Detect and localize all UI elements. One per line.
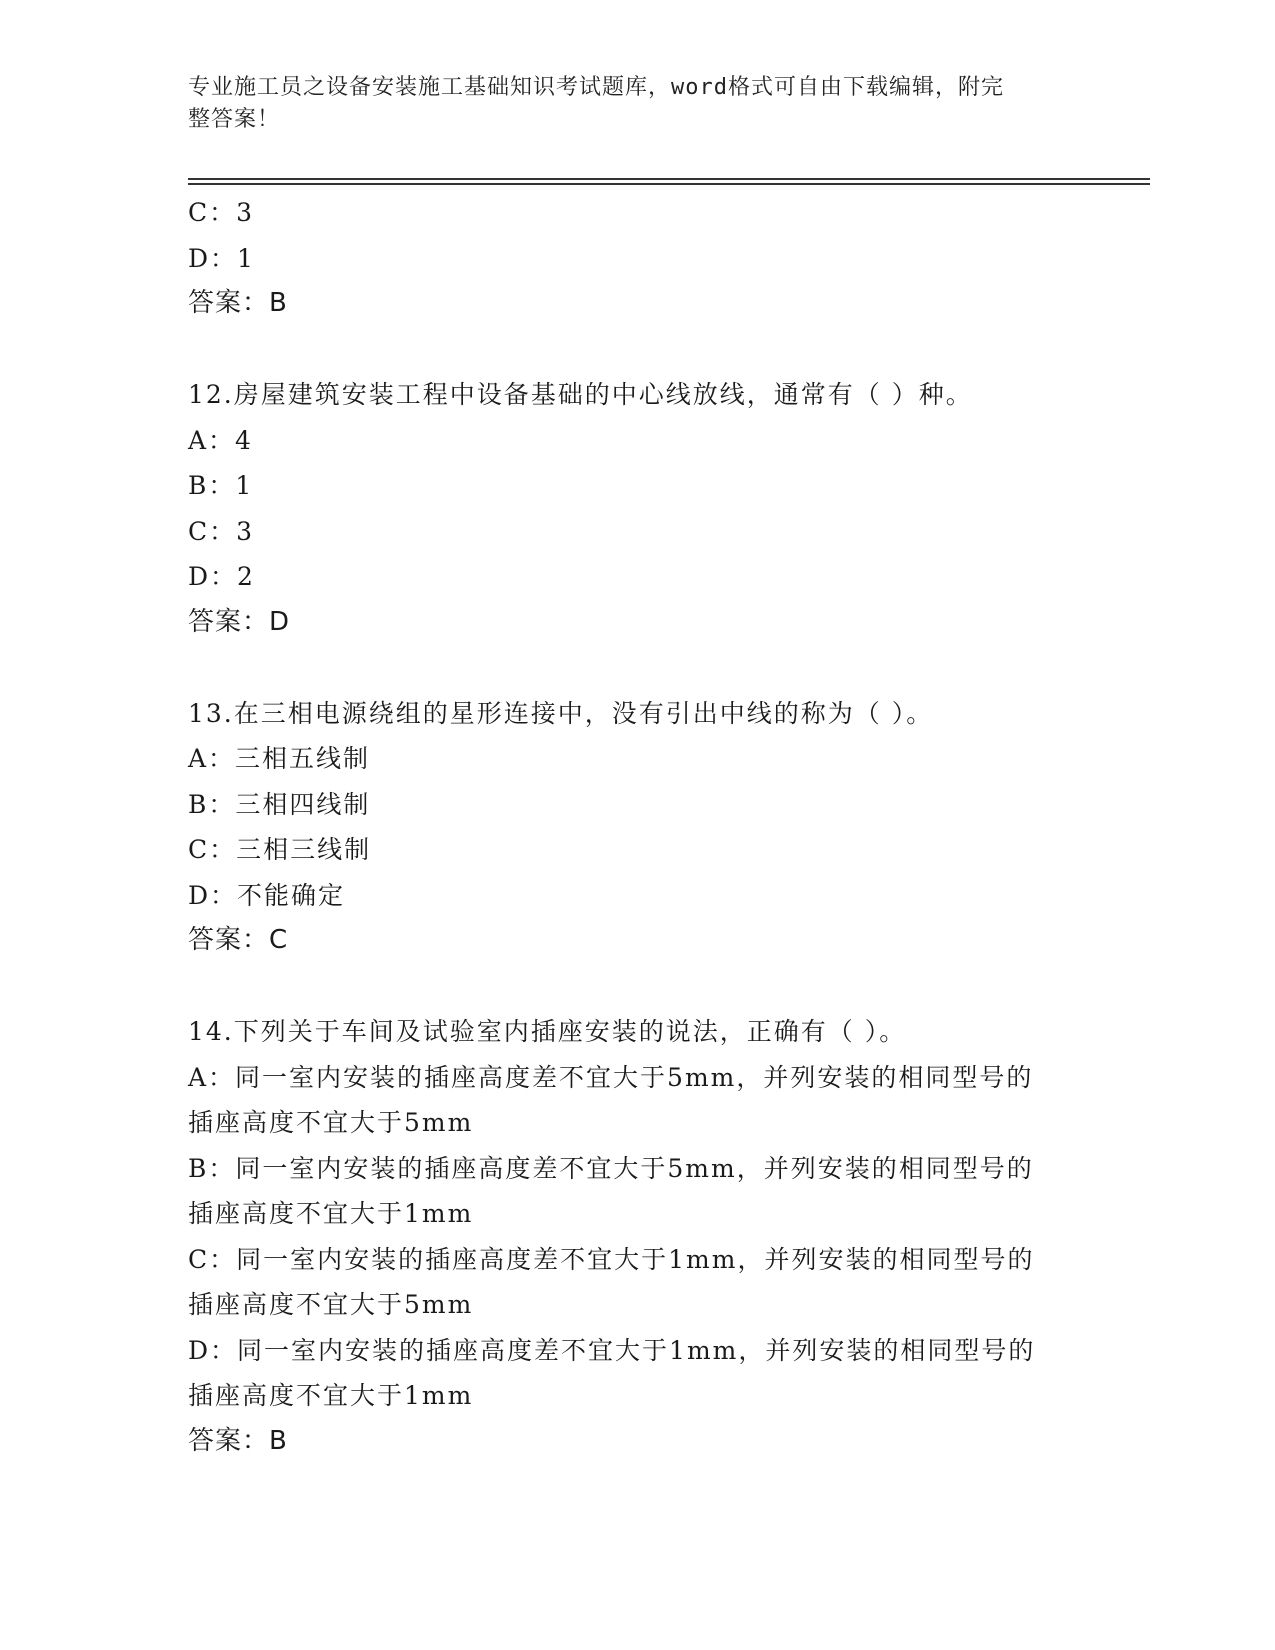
option-d-continued: 插座高度不宜大于1mm bbox=[188, 1381, 474, 1410]
question-list bbox=[188, 190, 1088, 1464]
option-a: A：三相五线制 bbox=[188, 744, 371, 773]
header-line-1: 专业施工员之设备安装施工基础知识考试题库，word格式可自由下载编辑，附完 bbox=[188, 75, 1004, 100]
header-divider-top bbox=[188, 178, 1150, 180]
question-stem: 14.下列关于车间及试验室内插座安装的说法，正确有（ ）。 bbox=[188, 1017, 907, 1046]
question-stem: 12.房屋建筑安装工程中设备基础的中心线放线，通常有（ ）种。 bbox=[188, 380, 973, 409]
question-stem: 13.在三相电源绕组的星形连接中，没有引出中线的称为（ ）。 bbox=[188, 698, 934, 728]
question-block-14 bbox=[188, 1009, 1088, 1464]
answer-label: 答案：C bbox=[188, 925, 289, 955]
option-c: C：3 bbox=[188, 198, 255, 227]
option-c: C：3 bbox=[188, 516, 255, 546]
option-d: D：1 bbox=[188, 243, 255, 273]
question-block-12 bbox=[188, 372, 1088, 645]
answer-label: 答案：D bbox=[188, 606, 291, 637]
option-c-continued: 插座高度不宜大于5mm bbox=[188, 1290, 474, 1319]
option-c: C：同一室内安装的插座高度差不宜大于1mm，并列安装的相同型号的 bbox=[188, 1244, 1035, 1274]
header-divider-bottom bbox=[188, 183, 1150, 185]
question-block-prev bbox=[188, 190, 1088, 327]
option-b: B：1 bbox=[188, 471, 254, 500]
answer-label: 答案：B bbox=[188, 1425, 288, 1456]
question-block-13 bbox=[188, 691, 1088, 964]
spacer bbox=[188, 327, 1088, 373]
spacer bbox=[188, 645, 1088, 691]
option-d: D：2 bbox=[188, 562, 255, 591]
option-d: D：不能确定 bbox=[188, 880, 346, 910]
option-b: B：三相四线制 bbox=[188, 789, 371, 819]
option-a: A：4 bbox=[188, 425, 253, 455]
spacer bbox=[188, 964, 1088, 1010]
answer-label: 答案：B bbox=[188, 288, 288, 318]
option-d: D：同一室内安装的插座高度差不宜大于1mm，并列安装的相同型号的 bbox=[188, 1335, 1036, 1365]
option-a: A：同一室内安装的插座高度差不宜大于5mm，并列安装的相同型号的 bbox=[188, 1062, 1034, 1092]
option-b-continued: 插座高度不宜大于1mm bbox=[188, 1199, 474, 1228]
option-b: B：同一室内安装的插座高度差不宜大于5mm，并列安装的相同型号的 bbox=[188, 1153, 1034, 1183]
option-a-continued: 插座高度不宜大于5mm bbox=[188, 1108, 474, 1137]
document-header bbox=[188, 72, 1068, 136]
header-line-2: 整答案！ bbox=[188, 107, 281, 132]
option-c: C：三相三线制 bbox=[188, 835, 372, 864]
